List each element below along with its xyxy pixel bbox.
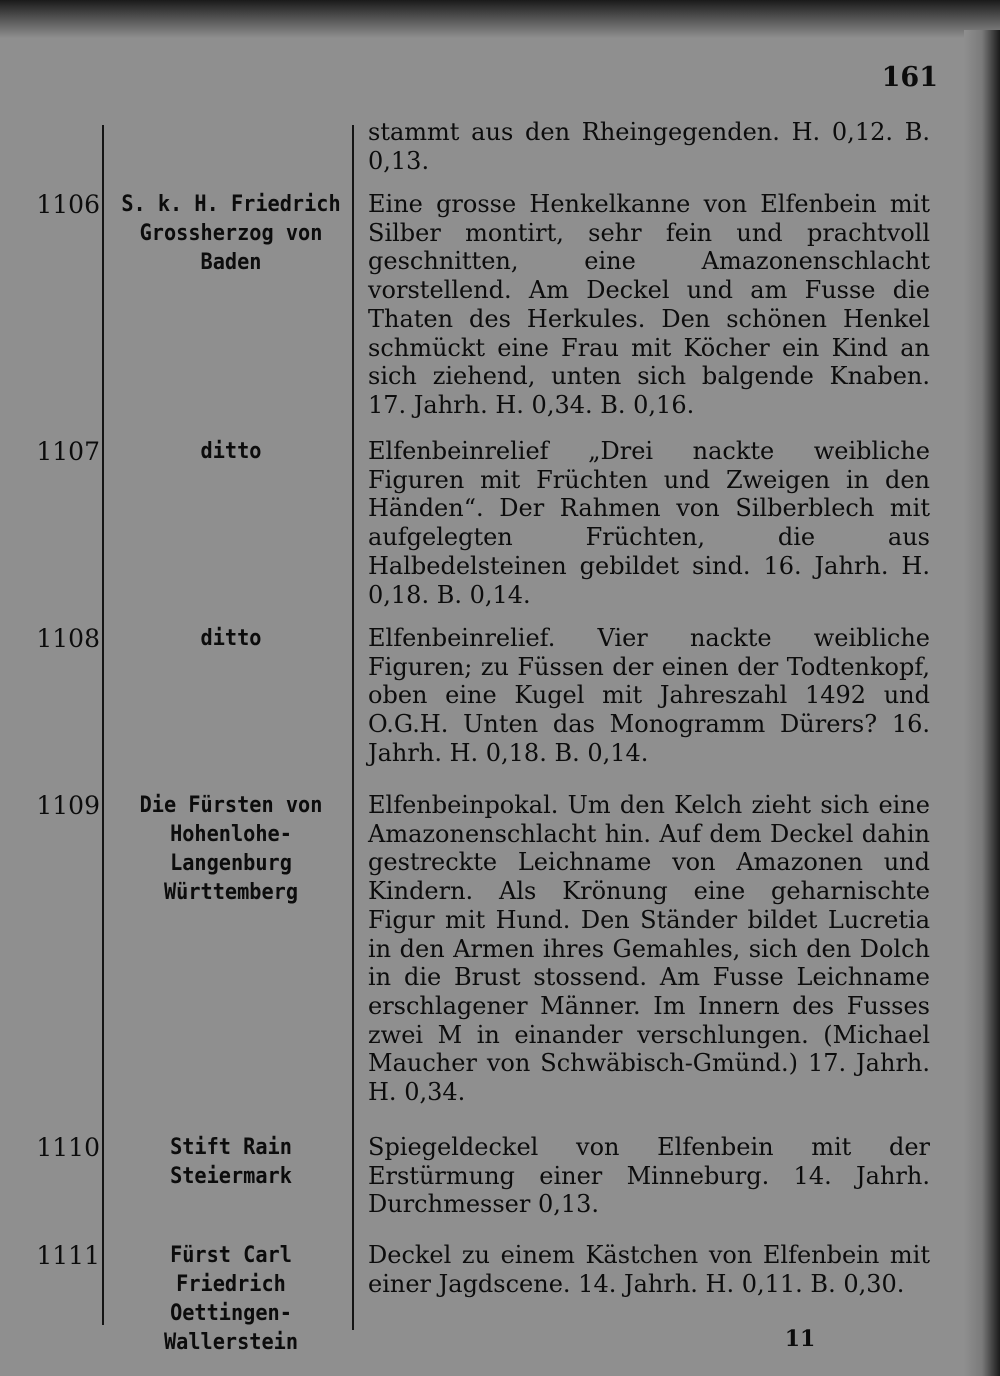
entry-number: 1108 (36, 624, 100, 653)
entry-lender: Fürst Carl Friedrich Oettingen-Wallerstein (163, 1243, 299, 1355)
entry-description: Elfenbeinrelief „Drei nackte weibliche Figuren mit Früchten und Zweigen in den Händen“. Der Rahmen von Silberblech mit aufgelegten Früchten, die aus Halbedelsteinen gebildet sind. 16. Jahrh. H. 0,18. B. 0,14. (368, 437, 930, 609)
entry-description: Spiegeldeckel von Elfenbein mit der Erstürmung einer Minneburg. 14. Jahrh. Durchmesser 0,13. (368, 1133, 930, 1219)
entry-number: 1107 (36, 437, 100, 466)
continuation-text: stammt aus den Rheingegenden. H. 0,12. B. 0,13. (368, 118, 930, 175)
entry-number: 1111 (36, 1241, 100, 1270)
entry-lender: Die Fürsten von Hohenlohe-Langenburg Württemberg (139, 793, 323, 905)
page-number: 161 (881, 62, 938, 93)
scan-right-edge (964, 30, 1000, 1376)
entry-description: Deckel zu einem Kästchen von Elfenbein mit einer Jagdscene. 14. Jahrh. H. 0,11. B. 0,30. (368, 1241, 930, 1298)
column-rule-left (102, 125, 104, 1325)
entry-number: 1110 (36, 1133, 100, 1162)
column-rule-right (352, 125, 354, 1330)
entry-lender: S. k. H. Friedrich Grossherzog von Baden (121, 192, 341, 275)
entry-number: 1106 (36, 190, 100, 219)
entry-number: 1109 (36, 791, 100, 820)
entry-description: Elfenbeinrelief. Vier nackte weibliche Figuren; zu Füssen der einen der Todtenkopf, oben eine Kugel mit Jahreszahl 1492 und O.G.H. Unten das Monogramm Dürers? 16. Jahrh. H. 0,18. B. 0,14. (368, 624, 930, 767)
scan-top-edge (0, 0, 1000, 40)
entry-lender: ditto (200, 626, 262, 651)
entry-description: Elfenbeinpokal. Um den Kelch zieht sich eine Amazonenschlacht hin. Auf dem Deckel dahin gestreckte Leichname von Amazonen und Kindern. Als Krönung eine geharnischte Figur mit Hund. Den Ständer bildet Lucretia in den Armen ihres Gemahles, sich den Dolch in die Brust stossend. Am Fusse Leichname erschlagener Männer. Im Innern des Fusses zwei M in einander verschlungen. (Michael Maucher von Schwäbisch-Gmünd.) 17. Jahrh. H. 0,34. (368, 791, 930, 1107)
entry-lender: ditto (200, 439, 262, 464)
entry-description: Eine grosse Henkelkanne von Elfenbein mit Silber montirt, sehr fein und prachtvoll geschnitten, eine Amazonenschlacht vorstellend. Am Deckel und am Fusse die Thaten des Herkules. Den schönen Henkel schmückt eine Frau mit Köcher ein Kind an sich ziehend, unten sich balgende Knaben. 17. Jahrh. H. 0,34. B. 0,16. (368, 190, 930, 419)
entry-lender: Stift Rain Steiermark (170, 1135, 292, 1189)
signature-mark: 11 (784, 1326, 816, 1352)
